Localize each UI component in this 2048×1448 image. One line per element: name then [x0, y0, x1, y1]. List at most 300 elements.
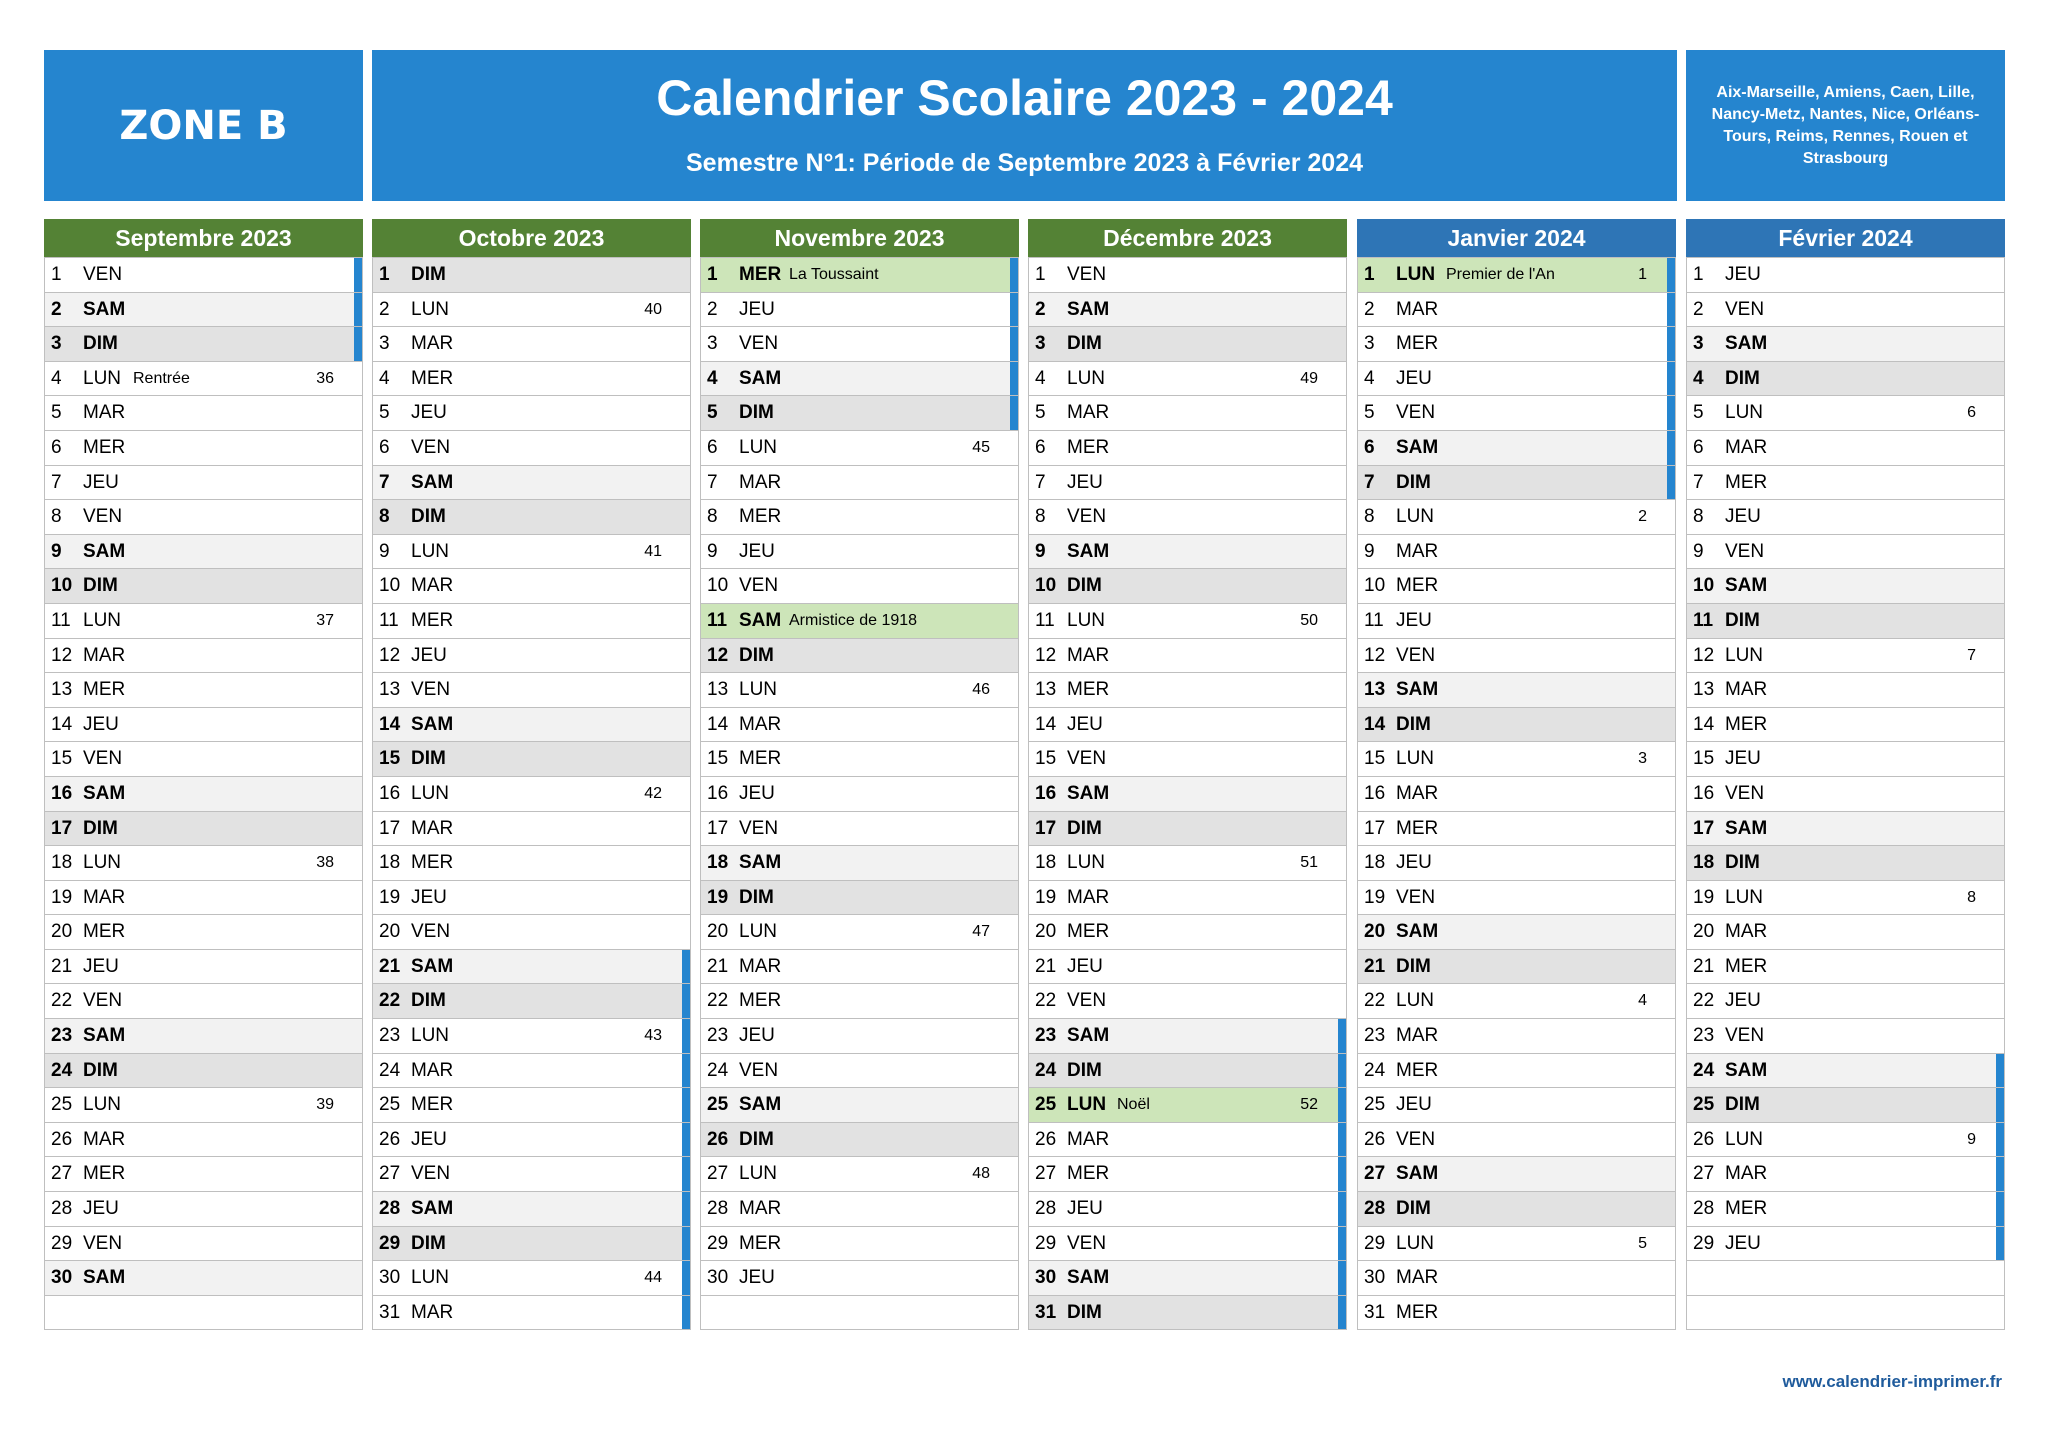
day-row — [373, 983, 690, 1018]
weekday: MAR — [83, 1128, 126, 1150]
weekday: MER — [411, 1094, 454, 1116]
weekday: SAM — [1396, 436, 1439, 458]
day-row — [1029, 257, 1346, 292]
day-row — [373, 1018, 690, 1053]
month-days — [1357, 257, 1676, 1330]
day-number: 29 — [51, 1232, 73, 1254]
day-number: 5 — [1035, 402, 1046, 424]
day-row — [1687, 1053, 2004, 1088]
weekday: VEN — [739, 575, 779, 597]
day-number: 14 — [707, 713, 729, 735]
weekday: DIM — [1396, 1198, 1431, 1220]
day-number: 4 — [1035, 367, 1046, 389]
weekday: JEU — [739, 298, 775, 320]
weekday: LUN — [1725, 1128, 1764, 1150]
weekday: MAR — [1396, 540, 1439, 562]
day-number: 31 — [1035, 1301, 1057, 1323]
weekday: SAM — [1067, 1025, 1110, 1047]
day-number: 19 — [1693, 886, 1715, 908]
day-row — [1358, 534, 1675, 569]
day-row — [1358, 326, 1675, 361]
day-number: 16 — [1035, 782, 1057, 804]
day-number: 12 — [379, 644, 401, 666]
weekday: JEU — [83, 471, 119, 493]
day-number: 6 — [51, 436, 62, 458]
day-number: 1 — [1035, 264, 1046, 285]
month-column — [1028, 219, 1347, 1330]
day-row — [45, 845, 362, 880]
day-row — [45, 568, 362, 603]
day-number: 22 — [1035, 990, 1057, 1012]
day-number: 26 — [707, 1128, 729, 1150]
day-number: 17 — [379, 817, 401, 839]
weekday: LUN — [83, 852, 122, 874]
page-title: Calendrier Scolaire 2023 - 2024 — [656, 70, 1393, 126]
weekday: JEU — [1396, 609, 1432, 631]
weekday: SAM — [1725, 817, 1768, 839]
weekday: SAM — [83, 782, 126, 804]
day-row — [1358, 949, 1675, 984]
day-number: 15 — [1035, 748, 1057, 770]
day-number: 29 — [1035, 1232, 1057, 1254]
month-column — [700, 219, 1019, 1330]
weekday: SAM — [739, 367, 782, 389]
day-row — [1358, 672, 1675, 707]
weekday: MER — [739, 506, 782, 528]
day-row — [45, 672, 362, 707]
weekday: VEN — [1067, 506, 1107, 528]
weekday: DIM — [1725, 367, 1760, 389]
weekday: MAR — [1067, 402, 1110, 424]
weekday: DIM — [739, 402, 774, 424]
day-number: 30 — [51, 1267, 73, 1289]
day-row — [1029, 568, 1346, 603]
day-row — [1687, 465, 2004, 500]
day-row — [1029, 1122, 1346, 1157]
weekday: SAM — [739, 852, 782, 874]
day-number: 5 — [51, 402, 62, 424]
day-number: 22 — [1364, 990, 1386, 1012]
website-link[interactable]: www.calendrier-imprimer.fr — [1782, 1372, 2002, 1391]
day-number: 23 — [1364, 1025, 1386, 1047]
weekday: MER — [739, 990, 782, 1012]
day-row — [45, 603, 362, 638]
day-number: 27 — [707, 1163, 729, 1185]
weekday: MER — [1396, 575, 1439, 597]
day-number: 25 — [1693, 1094, 1715, 1116]
weekday: DIM — [1725, 852, 1760, 874]
day-number: 31 — [1364, 1301, 1386, 1323]
day-number: 9 — [1035, 540, 1046, 562]
day-number: 23 — [379, 1025, 401, 1047]
weekday: MER — [1067, 679, 1110, 701]
day-row — [1029, 776, 1346, 811]
weekday: MAR — [1396, 298, 1439, 320]
day-row — [373, 257, 690, 292]
weekday: LUN — [1067, 1094, 1107, 1116]
weekday: SAM — [1067, 298, 1110, 320]
weekday: JEU — [1725, 1232, 1761, 1254]
day-number: 18 — [1693, 852, 1715, 874]
weekday: DIM — [83, 575, 118, 597]
day-number: 21 — [379, 955, 401, 977]
weekday: JEU — [739, 1267, 775, 1289]
weekday: MAR — [83, 402, 126, 424]
month-days — [1028, 257, 1347, 1330]
day-row — [1358, 1122, 1675, 1157]
day-number: 20 — [1693, 921, 1715, 943]
day-number: 9 — [707, 540, 718, 562]
day-number: 1 — [707, 264, 718, 285]
weekday: MER — [1067, 1163, 1110, 1185]
month-days — [700, 257, 1019, 1330]
weekday: LUN — [1725, 402, 1764, 424]
weekday: MAR — [411, 333, 454, 355]
day-row — [1358, 430, 1675, 465]
weekday: JEU — [1725, 506, 1761, 528]
day-number: 11 — [1364, 609, 1384, 631]
day-number: 15 — [707, 748, 729, 770]
day-number: 18 — [379, 852, 401, 874]
day-row — [1687, 638, 2004, 673]
day-row — [1358, 292, 1675, 327]
week-number: 3 — [1638, 750, 1647, 768]
weekday: DIM — [1396, 471, 1431, 493]
day-number: 6 — [1035, 436, 1046, 458]
day-row — [1029, 499, 1346, 534]
day-row — [1358, 395, 1675, 430]
weekday: VEN — [411, 1163, 451, 1185]
day-row — [1358, 638, 1675, 673]
day-number: 30 — [1364, 1267, 1386, 1289]
day-row — [373, 741, 690, 776]
day-row — [373, 1087, 690, 1122]
day-row — [1029, 811, 1346, 846]
weekday: LUN — [83, 609, 122, 631]
day-number: 17 — [1364, 817, 1386, 839]
day-number: 7 — [51, 471, 62, 493]
week-number: 38 — [316, 854, 334, 872]
day-row — [1687, 430, 2004, 465]
weekday: JEU — [739, 782, 775, 804]
weekday: LUN — [1396, 506, 1435, 528]
day-row — [45, 257, 362, 292]
day-number: 16 — [1364, 782, 1386, 804]
month-days — [44, 257, 363, 1330]
day-row — [1029, 1053, 1346, 1088]
weekday: VEN — [83, 1232, 123, 1254]
day-number: 8 — [1364, 506, 1375, 528]
day-row — [1029, 983, 1346, 1018]
day-number: 10 — [1035, 575, 1057, 597]
week-number: 51 — [1300, 854, 1318, 872]
weekday: SAM — [1396, 1163, 1439, 1185]
day-row — [1687, 1191, 2004, 1226]
day-number: 2 — [51, 298, 62, 320]
weekday: DIM — [739, 644, 774, 666]
weekday: LUN — [1067, 852, 1106, 874]
day-row — [373, 1260, 690, 1295]
day-row — [1687, 1156, 2004, 1191]
day-number: 12 — [1693, 644, 1715, 666]
day-row — [373, 1122, 690, 1157]
weekday: DIM — [1067, 575, 1102, 597]
day-row — [1358, 1053, 1675, 1088]
day-number: 6 — [707, 436, 718, 458]
weekday: MER — [411, 852, 454, 874]
month-header: Octobre 2023 — [372, 219, 691, 257]
day-row — [1687, 914, 2004, 949]
day-number: 13 — [379, 679, 401, 701]
day-number: 21 — [51, 955, 73, 977]
day-number: 4 — [51, 367, 62, 389]
week-number: 45 — [972, 438, 990, 456]
day-row — [45, 914, 362, 949]
day-row — [45, 880, 362, 915]
day-row — [373, 672, 690, 707]
day-row — [1029, 1295, 1346, 1330]
day-row — [373, 1053, 690, 1088]
day-row — [45, 1053, 362, 1088]
day-row — [45, 1122, 362, 1157]
day-number: 26 — [379, 1128, 401, 1150]
day-number: 4 — [379, 367, 390, 389]
day-number: 5 — [1364, 402, 1375, 424]
month-header: Septembre 2023 — [44, 219, 363, 257]
day-row — [701, 499, 1018, 534]
weekday: VEN — [411, 679, 451, 701]
month-days — [1686, 257, 2005, 1330]
day-row — [373, 845, 690, 880]
day-row — [1687, 1018, 2004, 1053]
day-number: 3 — [1693, 333, 1704, 355]
day-row — [1687, 395, 2004, 430]
day-row — [701, 534, 1018, 569]
day-row — [45, 707, 362, 742]
weekday: MER — [1725, 713, 1768, 735]
weekday: MAR — [1067, 644, 1110, 666]
day-number: 24 — [379, 1059, 401, 1081]
weekday: VEN — [1396, 886, 1436, 908]
weekday: MAR — [739, 713, 782, 735]
day-row — [1029, 395, 1346, 430]
day-number: 22 — [379, 990, 401, 1012]
weekday: MER — [83, 1163, 126, 1185]
day-number: 27 — [1035, 1163, 1057, 1185]
day-row — [701, 949, 1018, 984]
weekday: MAR — [1725, 679, 1768, 701]
day-row — [1029, 741, 1346, 776]
weekday: VEN — [1396, 1128, 1436, 1150]
page-subtitle: Semestre N°1: Période de Septembre 2023 à Février 2024 — [685, 149, 1364, 177]
weekday: MAR — [83, 886, 126, 908]
holiday-label: Armistice de 1918 — [789, 611, 918, 629]
weekday: VEN — [1725, 1025, 1765, 1047]
weekday: DIM — [1725, 1094, 1760, 1116]
month-header: Janvier 2024 — [1357, 219, 1676, 257]
day-row — [1358, 1295, 1675, 1330]
day-number: 11 — [51, 609, 71, 631]
regions-list: Aix-Marseille, Amiens, Caen, Lille, Nancy-Metz, Nantes, Nice, Orléans-Tours, Reims, Rennes, Rouen et Strasbourg — [1686, 50, 2005, 201]
weekday: SAM — [83, 298, 126, 320]
holiday-label: Premier de l'An — [1446, 266, 1555, 283]
day-number: 26 — [1693, 1128, 1715, 1150]
week-number: 5 — [1638, 1234, 1647, 1252]
weekday: LUN — [411, 782, 450, 804]
weekday: DIM — [411, 748, 446, 770]
day-number: 20 — [1364, 921, 1386, 943]
day-row — [45, 465, 362, 500]
day-number: 28 — [1693, 1198, 1715, 1220]
week-number: 43 — [644, 1027, 662, 1045]
day-number: 12 — [1364, 644, 1386, 666]
week-number: 36 — [316, 369, 334, 387]
weekday: DIM — [1067, 1059, 1102, 1081]
day-row — [1029, 880, 1346, 915]
weekday: SAM — [411, 955, 454, 977]
day-row — [45, 534, 362, 569]
title-banner — [372, 50, 1677, 201]
day-row — [701, 707, 1018, 742]
weekday: VEN — [1725, 298, 1765, 320]
weekday: LUN — [739, 921, 778, 943]
weekday: LUN — [739, 1163, 778, 1185]
week-number: 40 — [644, 300, 662, 318]
day-number: 16 — [707, 782, 729, 804]
day-number: 23 — [707, 1025, 729, 1047]
weekday: DIM — [1725, 609, 1760, 631]
day-number: 3 — [1035, 333, 1046, 355]
day-number: 29 — [1364, 1232, 1386, 1254]
day-number: 8 — [707, 506, 718, 528]
day-row — [373, 499, 690, 534]
day-row — [1358, 603, 1675, 638]
weekday: LUN — [1396, 1232, 1435, 1254]
day-number: 10 — [707, 575, 729, 597]
day-row — [1687, 880, 2004, 915]
day-row — [701, 1087, 1018, 1122]
weekday: VEN — [411, 436, 451, 458]
day-number: 22 — [51, 990, 73, 1012]
day-number: 14 — [1035, 713, 1057, 735]
day-row — [373, 430, 690, 465]
day-row — [1358, 1087, 1675, 1122]
day-number: 19 — [707, 886, 729, 908]
day-row — [1687, 1087, 2004, 1122]
weekday: DIM — [83, 817, 118, 839]
weekday: SAM — [83, 540, 126, 562]
day-row — [45, 983, 362, 1018]
weekday: MAR — [1067, 1128, 1110, 1150]
day-row — [701, 326, 1018, 361]
day-row — [373, 395, 690, 430]
week-number: 39 — [316, 1096, 334, 1114]
day-number: 23 — [51, 1025, 73, 1047]
day-row — [1029, 1018, 1346, 1053]
day-number: 30 — [1035, 1267, 1057, 1289]
weekday: MER — [739, 748, 782, 770]
day-row — [373, 326, 690, 361]
day-number: 18 — [51, 852, 73, 874]
weekday: MAR — [739, 955, 782, 977]
weekday: MER — [411, 609, 454, 631]
weekday: MAR — [83, 644, 126, 666]
weekday: SAM — [411, 713, 454, 735]
day-row — [1029, 361, 1346, 396]
day-row — [1687, 499, 2004, 534]
day-number: 26 — [51, 1128, 73, 1150]
day-number: 8 — [1693, 506, 1704, 528]
weekday: JEU — [1396, 852, 1432, 874]
weekday: LUN — [1396, 748, 1435, 770]
weekday: MAR — [411, 1059, 454, 1081]
day-row — [1029, 672, 1346, 707]
day-number: 17 — [1035, 817, 1057, 839]
weekday: VEN — [83, 264, 123, 285]
weekday: SAM — [1067, 782, 1110, 804]
day-number: 15 — [1364, 748, 1386, 770]
day-number: 16 — [51, 782, 73, 804]
day-row — [1029, 638, 1346, 673]
day-number: 5 — [379, 402, 390, 424]
day-row — [1029, 914, 1346, 949]
weekday: MER — [1067, 436, 1110, 458]
weekday: SAM — [1725, 575, 1768, 597]
day-number: 3 — [1364, 333, 1375, 355]
day-number: 7 — [1364, 471, 1375, 493]
day-row — [373, 1156, 690, 1191]
weekday: MER — [1396, 817, 1439, 839]
day-row — [1029, 534, 1346, 569]
day-row — [45, 292, 362, 327]
weekday: LUN — [739, 679, 778, 701]
day-row — [45, 1018, 362, 1053]
day-row — [1687, 707, 2004, 742]
day-number: 23 — [1035, 1025, 1057, 1047]
weekday: JEU — [1067, 713, 1103, 735]
weekday: DIM — [83, 333, 118, 355]
weekday: LUN — [1067, 609, 1106, 631]
day-row — [701, 1053, 1018, 1088]
weekday: MAR — [1725, 436, 1768, 458]
week-number: 44 — [644, 1269, 662, 1287]
weekday: JEU — [1396, 367, 1432, 389]
weekday: DIM — [1067, 817, 1102, 839]
weekday: JEU — [83, 955, 119, 977]
day-row — [373, 776, 690, 811]
day-row — [1358, 983, 1675, 1018]
week-number: 50 — [1300, 611, 1318, 629]
day-row — [1687, 1122, 2004, 1157]
day-row — [1687, 292, 2004, 327]
day-number: 13 — [1364, 679, 1386, 701]
day-number: 16 — [1693, 782, 1715, 804]
day-number: 10 — [51, 575, 73, 597]
day-row — [701, 1156, 1018, 1191]
weekday: LUN — [1396, 264, 1436, 285]
weekday: SAM — [83, 1025, 126, 1047]
day-row — [1358, 361, 1675, 396]
day-row — [701, 983, 1018, 1018]
day-number: 9 — [51, 540, 62, 562]
day-row — [373, 568, 690, 603]
weekday: MER — [411, 367, 454, 389]
month-column — [44, 219, 363, 1330]
weekday: MAR — [1725, 1163, 1768, 1185]
day-row — [1358, 880, 1675, 915]
day-row — [45, 811, 362, 846]
day-row — [373, 880, 690, 915]
